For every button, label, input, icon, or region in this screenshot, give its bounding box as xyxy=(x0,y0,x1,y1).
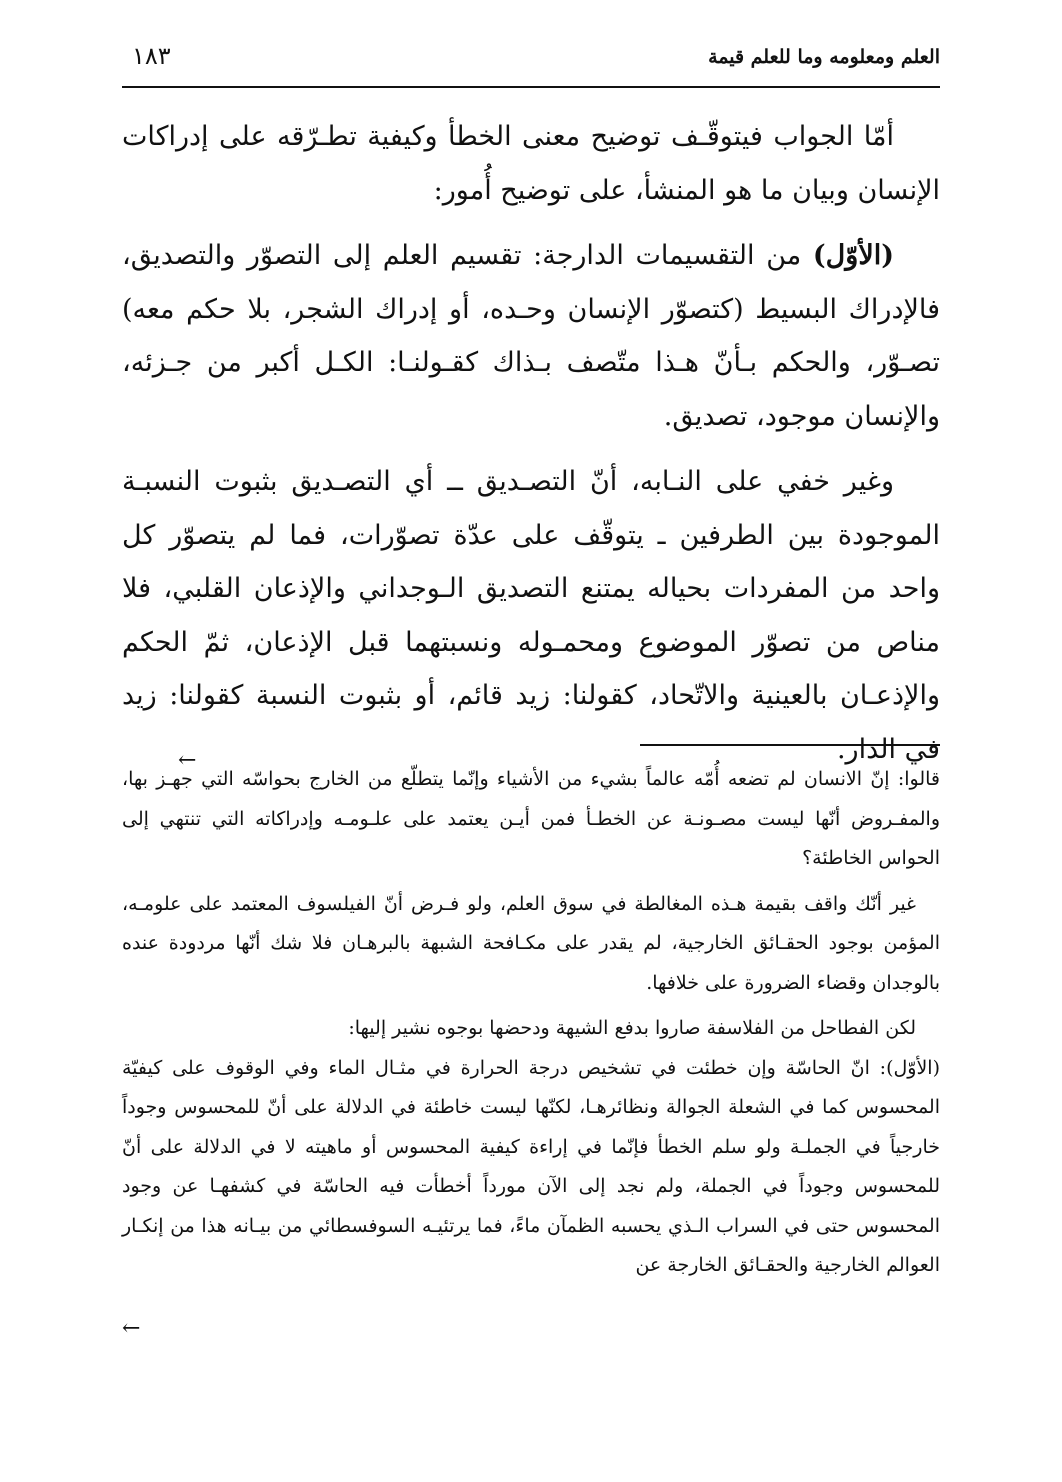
page-number: ١٨٣ xyxy=(132,42,171,70)
bold-term-first: (الأوّل) xyxy=(812,240,894,271)
main-text xyxy=(122,110,940,776)
continuation-arrow-icon-bottom: ← xyxy=(122,1316,141,1341)
footnote-paragraph-3: لكن الفطاحل من الفلاسفة صاروا بدفع الشيهة ودحضها بوجوه نشير إليها: xyxy=(348,1017,916,1039)
footnote-paragraph-1: قالوا: إنّ الانسان لم تضعه أُمّه عالماً بشيء من الأشياء وإنّما يتطلّع من الخارج بحواسّه التي جهـز بها، والمفـروض أنّها ليست مصـونـة عن الخطـأ فمن أيـن يعتمد على علـومـه وإدراكاته التي تنتهي إلى الحواس الخاطئة؟ xyxy=(122,768,940,869)
footnote-paragraph-4: (الأوّل): انّ الحاسّة وإن خطئت في تشخيص درجة الحرارة في مثـال الماء وفي الوقوف على كيفيّة المحسوس كما في الشعلة الجوالة ونظائرهـا، لكنّها ليست خاطئة في الدلالة على أنّ للمحسوس وجوداً خارجياً في الجملـة ولو سلم الخطأ فإنّما في إراءة كيفية المحسوس أو ماهيته لا في الدلالة على أنّ للمحسوس وجوداً في الجملة، ولم نجد إلى الآن مورداً أخطأت فيه الحاسّة في كشفهـا عن وجود المحسوس حتى في السراب الـذي يحسبه الظمآن ماءً، فما يرتئيـه السوفسطائي من بيـانه هذا من إنكـار العوالم الخارجية والحقـائق الخارجة عن xyxy=(122,1056,941,1276)
paragraph-first-point xyxy=(122,229,940,443)
paragraph-tasdiq: وغير خفي على النـابه، أنّ التصـديق ــ أي التصـديق بثبوت النسبـة الموجودة بين الطرفين ـ يتوقّف على عدّة تصوّرات، فما لم يتصوّر كل واحد من المفردات بحياله يمتنع التصديق الـوجداني والإذعان القلبي، فلا مناص من تصوّر الموضوع ومحمـوله ونسبتهما قبل الإذعان، ثمّ الحكم والإذعـان بالعينية والاتّحاد، كقولنا: زيد قائم، أو بثبوت النسبة كقولنا: زيد في الدار. xyxy=(122,466,940,765)
continuation-arrow-icon-top: ← xyxy=(178,748,197,773)
paragraph-answer: أمّا الجواب فيتوقّـف توضيح معنى الخطأ وكيفية تطـرّقه على إدراكات الإنسان وبيان ما هو المنشأ، على توضيح أُمور: xyxy=(122,121,940,206)
paragraph-first-point-text: من التقسيمات الدارجة: تقسيم العلم إلى التصوّر والتصديق، فالإدراك البسيط (كتصوّر الإنسان وحـده، أو إدراك الشجر، بلا حكم معه) تصـوّر، والحكم بـأنّ هـذا متّصف بـذاك كقـولنـا: الكـل أكبر من جـزئه، والإنسان موجود، تصديق. xyxy=(122,240,940,432)
running-title: العلم ومعلومه وما للعلم قيمة xyxy=(708,46,940,68)
footnotes xyxy=(122,760,940,1286)
footnote-paragraph-2: غير أنّك واقف بقيمة هـذه المغالطة في سوق العلم، ولو فـرض أنّ الفيلسوف المعتمد على علومـه، المؤمن بوجود الحقـائق الخارجية، لم يقدر على مكـافحة الشبهة بالبرهـان فلا شك أنّها مردودة عنده بالوجدان وقضاء الضرورة على خلافها. xyxy=(122,892,940,994)
footnote-separator xyxy=(640,744,940,746)
page-header xyxy=(122,40,940,88)
